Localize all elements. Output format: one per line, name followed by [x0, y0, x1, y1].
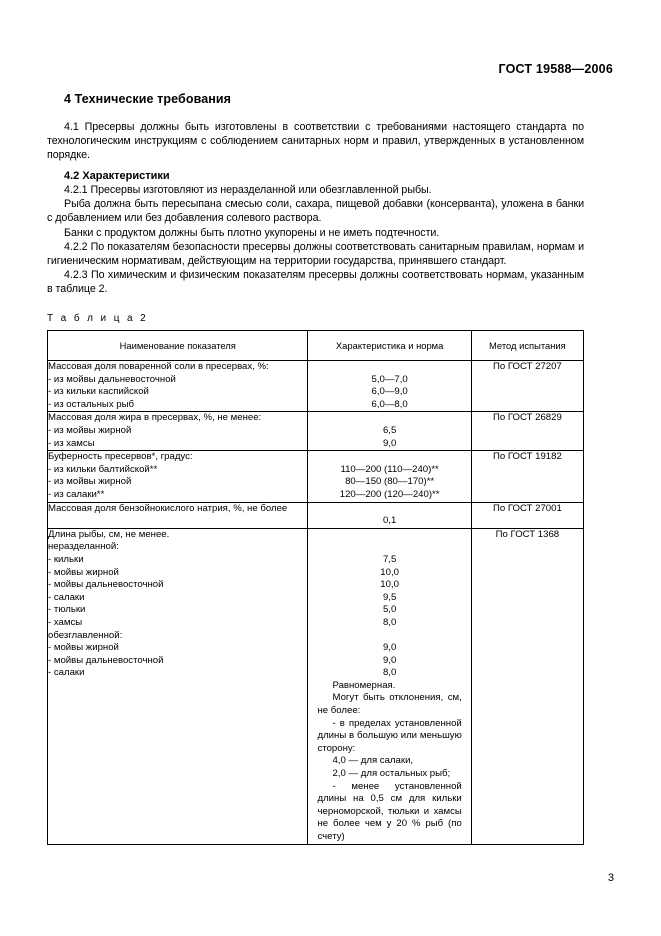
value-group — [317, 529, 461, 680]
row-values-salt — [308, 361, 471, 412]
row-indicator-fat — [48, 412, 308, 451]
row-method-salt: По ГОСТ 27207 — [471, 361, 583, 412]
note-below-length: - менее установленной длины на 0,5 см для кильки черноморской, тюльки и хамсы не более чем у 20 % рыб (по счету) — [317, 780, 462, 842]
row-method-fat: По ГОСТ 26829 — [471, 412, 583, 451]
value: 9,0 — [382, 642, 397, 654]
row-method-buffer: По ГОСТ 19182 — [471, 451, 583, 502]
value-spacer — [308, 503, 470, 516]
indicator-title: Массовая доля жира в пресервах, %, не менее: — [48, 412, 262, 424]
table-header-row — [48, 331, 584, 361]
value: 8,0 — [382, 616, 397, 628]
list-item: - из мойвы дальневосточной — [48, 373, 176, 385]
list-item: - тюльки — [48, 604, 86, 616]
list-item: - мойвы дальневосточной — [48, 654, 164, 666]
note-salaka-value: 4,0 — для салаки, — [332, 755, 414, 767]
indicator-title: Массовая доля бензойнокислого натрия, %, не более — [48, 502, 288, 514]
list-item: - из мойвы жирной — [48, 476, 132, 488]
row-indicator-salt — [48, 361, 308, 412]
note-within-limits: - в пределах установленной длины в большую или меньшую сторону: — [317, 717, 462, 754]
paragraph-4-2-2: 4.2.2 По показателям безопасности пресервы должны соответствовать санитарным правилам, нормам и гигиеническим нормативам, действующим на территории государства, принявшего стандарт. — [47, 240, 584, 267]
subsection-title-4-2: 4.2 Характеристики — [64, 170, 170, 183]
value: 0,1 — [382, 515, 397, 527]
value: 110—200 (110—240)** — [340, 463, 439, 475]
headless-items — [48, 642, 307, 680]
undressed-items — [48, 554, 307, 630]
indicator-items — [48, 464, 307, 502]
table-row — [48, 528, 584, 844]
indicator-title: Массовая доля поваренной соли в пресервах, %: — [48, 361, 269, 373]
list-item: - мойвы жирной — [48, 642, 119, 654]
row-values-buffer — [308, 451, 471, 502]
row-values-fat — [308, 412, 471, 451]
value-group — [308, 412, 470, 450]
value: 10,0 — [380, 579, 399, 591]
list-item: - из мойвы жирной — [48, 425, 132, 436]
value: 9,0 — [382, 654, 397, 666]
value-spacer — [308, 412, 470, 425]
paragraph-4-2-3: 4.2.3 По химическим и физическим показателям пресервы должны соответствовать нормам, указанным в таблице 2. — [47, 268, 584, 295]
value: 6,0—8,0 — [371, 398, 408, 410]
list-item: - из кильки балтийской** — [48, 463, 158, 475]
value: 7,5 — [382, 553, 397, 565]
column-header-indicator: Наименование показателя — [48, 331, 308, 361]
table-row — [48, 361, 584, 412]
group-label-undressed: неразделанной: — [48, 541, 119, 553]
value-group — [308, 451, 470, 501]
table-row — [48, 412, 584, 451]
paragraph-4-1: 4.1 Пресервы должны быть изготовлены в соответствии с требованиями настоящего стандарта по технологическим инструкциям с соблюдением санитарных норм и правил, утвержденных в установленном порядке. — [47, 121, 584, 162]
table-row — [48, 451, 584, 502]
column-header-characteristic: Характеристика и норма — [308, 331, 471, 361]
value-spacer — [317, 529, 461, 542]
list-item: - салаки — [48, 667, 85, 679]
value-spacer — [317, 541, 461, 554]
value: 8,0 — [382, 667, 397, 679]
indicator-title: Длина рыбы, см, не менее. — [48, 528, 170, 540]
group-label-headless: обезглавленной: — [48, 629, 123, 641]
page-number: 3 — [607, 872, 614, 884]
list-item: - кильки — [48, 553, 84, 565]
list-item: - мойвы жирной — [48, 566, 119, 578]
list-item: - мойвы дальневосточной — [48, 579, 164, 591]
value: 6,0—9,0 — [371, 386, 408, 398]
list-item: - хамсы — [48, 616, 83, 628]
table-row — [48, 502, 584, 528]
value-group — [308, 503, 470, 528]
indicator-items — [48, 425, 307, 450]
value-spacer — [308, 451, 470, 464]
value: 10,0 — [380, 566, 399, 578]
row-indicator-length — [48, 528, 308, 844]
row-values-length — [308, 528, 471, 844]
row-indicator-benzoate — [48, 502, 308, 528]
list-item: - из кильки каспийской — [48, 386, 149, 398]
note-other-fish-value: 2,0 — для остальных рыб; — [332, 768, 451, 780]
paragraph-fish-salted: Рыба должна быть пересыпана смесью соли, сахара, пищевой добавки (консерванта), уложена в банки с добавлением или без добавления солевого раствора. — [47, 198, 584, 225]
note-uniform: Равномерная. — [332, 679, 396, 691]
row-method-length: По ГОСТ 1368 — [471, 528, 583, 844]
list-item: - из салаки** — [48, 488, 105, 500]
value: 120—200 (120—240)** — [339, 488, 440, 500]
length-notes — [317, 680, 461, 844]
table-caption: Т а б л и ц а 2 — [47, 313, 149, 325]
indicator-title: Буферность пресервов*, градус: — [48, 451, 193, 463]
list-item: - из остальных рыб — [48, 398, 135, 410]
column-header-method: Метод испытания — [471, 331, 583, 361]
page-content — [47, 92, 584, 845]
value-group — [308, 361, 470, 411]
list-item: - из хамсы — [48, 437, 95, 449]
row-method-benzoate: По ГОСТ 27001 — [471, 502, 583, 528]
value: 5,0 — [382, 604, 397, 616]
value-spacer — [317, 630, 461, 643]
value: 9,5 — [382, 591, 397, 603]
value: 9,0 — [382, 437, 397, 449]
paragraph-cans: Банки с продуктом должны быть плотно укупорены и не иметь подтечности. — [64, 226, 440, 239]
row-indicator-buffer — [48, 451, 308, 502]
value: 5,0—7,0 — [371, 373, 408, 385]
row-values-benzoate — [308, 502, 471, 528]
value: 80—150 (80—170)** — [345, 476, 435, 488]
standard-header: ГОСТ 19588—2006 — [498, 62, 613, 76]
value: 6,5 — [382, 425, 397, 436]
value-spacer — [308, 361, 470, 374]
indicator-items — [48, 374, 307, 412]
paragraph-4-2-1: 4.2.1 Пресервы изготовляют из неразделанной или обезглавленной рыбы. — [64, 184, 432, 197]
specification-table — [47, 330, 584, 845]
list-item: - салаки — [48, 591, 85, 603]
note-deviation: Могут быть отклонения, см, не более: — [317, 692, 462, 717]
section-title: 4 Технические требования — [64, 92, 232, 106]
